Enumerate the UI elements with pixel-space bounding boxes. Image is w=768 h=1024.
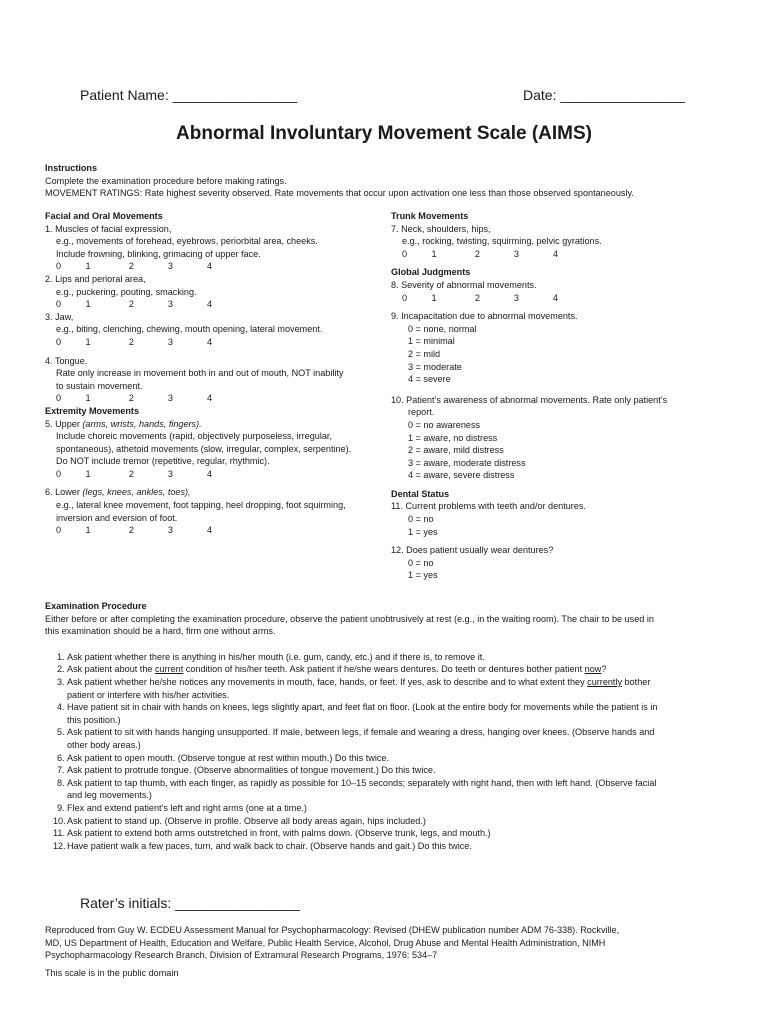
option-1[interactable]: 1 = minimal bbox=[408, 336, 455, 347]
step-text: Ask patient to open mouth. (Observe tongue at rest within mouth.) Do this twice. bbox=[67, 752, 389, 763]
item-text: spontaneous), athetoid movements (slow, irregular, complex, serpentine). bbox=[56, 443, 352, 454]
rating-1[interactable]: 1 bbox=[85, 336, 91, 347]
facial-oral-heading: Facial and Oral Movements bbox=[45, 211, 163, 221]
step-underline: currently bbox=[587, 676, 623, 687]
rating-4[interactable]: 4 bbox=[206, 261, 213, 272]
rating-2[interactable]: 2 bbox=[474, 248, 480, 259]
rating-3[interactable]: 3 bbox=[513, 292, 519, 303]
date-field: Date: ________________ bbox=[523, 87, 685, 103]
rating-3[interactable]: 3 bbox=[167, 261, 173, 272]
option-2[interactable]: 2 = aware, mild distress bbox=[408, 445, 504, 456]
item-6 bbox=[45, 486, 385, 536]
rating-1[interactable]: 1 bbox=[85, 261, 91, 272]
dental-status-heading: Dental Status bbox=[391, 488, 450, 499]
rating-scale bbox=[45, 298, 246, 311]
item-9 bbox=[391, 310, 731, 386]
item-emphasis: (arms, wrists, hands, fingers). bbox=[82, 418, 202, 429]
step-text: Ask patient whether there is anything in his/her mouth (i.e. gum, candy, etc.) and if there is, to remove it. bbox=[67, 651, 485, 662]
rating-4[interactable]: 4 bbox=[552, 248, 559, 259]
exam-step-4: 4. Have patient sit in chair with hands on knees, legs slightly apart, and feet flat on floor. (Look at the entire body for movements while the patient is in this position.) bbox=[57, 702, 658, 725]
rating-scale bbox=[45, 260, 246, 273]
option-4[interactable]: 4 = aware, severe distress bbox=[408, 470, 515, 481]
item-lead: 5. Upper bbox=[45, 418, 83, 429]
item-text: 11. Current problems with teeth and/or dentures. bbox=[391, 501, 586, 512]
item-1 bbox=[45, 223, 385, 273]
rating-2[interactable]: 2 bbox=[128, 525, 134, 536]
item-5 bbox=[45, 418, 385, 481]
step-text: Ask patient to extend both arms outstretched in front, with palms down. (Observe trunk, legs, and mouth.) bbox=[67, 828, 491, 839]
rating-0[interactable]: 0 bbox=[402, 248, 408, 259]
rating-3[interactable]: 3 bbox=[513, 248, 519, 259]
option-0[interactable]: 0 = none, normal bbox=[408, 323, 477, 334]
exam-intro-line: this examination should be a hard, firm one without arms. bbox=[45, 626, 276, 637]
rating-0[interactable]: 0 bbox=[56, 299, 62, 310]
step-text: Ask patient to protrude tongue. (Observe abnormalities of tongue movement.) Do this twice. bbox=[67, 765, 436, 776]
exam-step-2: 2. Ask patient about the current condition of his/her teeth. Ask patient if he/she wears dentures. Do teeth or dentures bother patient now? bbox=[57, 664, 607, 675]
rating-0[interactable]: 0 bbox=[56, 261, 62, 272]
item-12 bbox=[391, 544, 731, 582]
step-text: Ask patient to sit with hands hanging unsupported. If male, between legs, if female and wearing a dress, hanging over knees. (Observe hands and bbox=[67, 727, 655, 738]
item-4 bbox=[45, 355, 385, 405]
item-text: 12. Does patient usually wear dentures? bbox=[391, 545, 554, 556]
rating-2[interactable]: 2 bbox=[474, 292, 480, 303]
item-text: e.g., biting, clenching, chewing, mouth opening, lateral movement. bbox=[56, 324, 323, 335]
left-column bbox=[45, 210, 385, 537]
item-2 bbox=[45, 273, 385, 311]
option-no[interactable]: 0 = no bbox=[408, 557, 434, 568]
item-text: e.g., rocking, twisting, squirming, pelvic gyrations. bbox=[402, 236, 602, 247]
option-1[interactable]: 1 = aware, no distress bbox=[408, 432, 498, 443]
rating-0[interactable]: 0 bbox=[56, 525, 62, 536]
right-column bbox=[391, 210, 731, 582]
option-yes[interactable]: 1 = yes bbox=[408, 570, 438, 581]
exam-step-6: 6. Ask patient to open mouth. (Observe tongue at rest within mouth.) Do this twice. bbox=[57, 752, 389, 763]
step-text: and leg movements.) bbox=[67, 790, 152, 801]
rating-scale bbox=[45, 524, 246, 537]
rating-2[interactable]: 2 bbox=[128, 393, 134, 404]
item-text: 4. Tongue. bbox=[45, 355, 88, 366]
rating-scale bbox=[45, 468, 246, 481]
extremity-heading: Extremity Movements bbox=[45, 405, 140, 416]
page-title: Abnormal Involuntary Movement Scale (AIMS) bbox=[176, 123, 592, 144]
public-domain-note: This scale is in the public domain bbox=[45, 968, 179, 978]
rating-2[interactable]: 2 bbox=[128, 261, 134, 272]
option-0[interactable]: 0 = no awareness bbox=[408, 419, 481, 430]
rating-4[interactable]: 4 bbox=[206, 299, 213, 310]
instructions-heading: Instructions bbox=[45, 163, 98, 173]
item-lead: 6. Lower bbox=[45, 487, 83, 498]
item-text: Include frowning, blinking, grimacing of upper face. bbox=[56, 248, 261, 259]
item-text: e.g., puckering, pouting, smacking. bbox=[56, 286, 197, 297]
rating-1[interactable]: 1 bbox=[85, 468, 91, 479]
item-text: 7. Neck, shoulders, hips, bbox=[391, 223, 491, 234]
item-text: e.g., lateral knee movement, foot tapping, heel dropping, foot squirming, bbox=[56, 500, 346, 511]
exam-step-12: 12. Have patient walk a few paces, turn, and walk back to chair. (Observe hands and gait.) Do this twice. bbox=[53, 840, 472, 851]
raters-initials-field: Rater’s initials: ________________ bbox=[80, 895, 300, 911]
exam-step-3: 3. Ask patient whether he/she notices any movements in mouth, face, hands, or feet. If yes, ask to describe and to what extent they currently bother patient or interfere with his/her activities. bbox=[57, 676, 651, 700]
item-11 bbox=[391, 500, 731, 538]
item-3 bbox=[45, 311, 385, 349]
exam-step-7: 7. Ask patient to protrude tongue. (Observe abnormalities of tongue movement.) Do this twice. bbox=[57, 765, 436, 776]
item-emphasis: (legs, knees, ankles, toes), bbox=[82, 487, 191, 498]
item-text: Do NOT include tremor (repetitive, regular, rhythmic). bbox=[56, 456, 270, 467]
examination-procedure bbox=[45, 600, 725, 852]
citation bbox=[45, 924, 725, 962]
step-text: condition of his/her teeth. Ask patient if he/she wears dentures. Do teeth or dentures bother patient bbox=[183, 664, 585, 675]
trunk-heading: Trunk Movements bbox=[391, 211, 469, 221]
exam-step-11: 11. Ask patient to extend both arms outstretched in front, with palms down. (Observe trunk, legs, and mouth.) bbox=[53, 828, 491, 839]
step-text: other body areas.) bbox=[67, 739, 141, 750]
step-text: Flex and extend patient’s left and right arms (one at a time.) bbox=[67, 802, 307, 813]
rating-4[interactable]: 4 bbox=[206, 468, 213, 479]
option-3[interactable]: 3 = aware, moderate distress bbox=[408, 457, 526, 468]
item-text: report. bbox=[408, 407, 435, 418]
instructions-section bbox=[45, 162, 745, 200]
rating-scale bbox=[45, 392, 246, 405]
exam-step-8: 8. Ask patient to tap thumb, with each finger, as rapidly as possible for 10–15 seconds; separately with right hand, then with left hand. (Observe facial and leg movements.) bbox=[57, 777, 657, 801]
item-10 bbox=[391, 394, 731, 482]
item-text: 10. Patient’s awareness of abnormal movements. Rate only patient’s bbox=[391, 394, 668, 405]
global-judgments-heading: Global Judgments bbox=[391, 267, 471, 278]
patient-name-field: Patient Name: ________________ bbox=[80, 87, 298, 103]
rating-4[interactable]: 4 bbox=[206, 525, 213, 536]
rating-3[interactable]: 3 bbox=[167, 299, 173, 310]
rating-0[interactable]: 0 bbox=[56, 468, 62, 479]
rating-3[interactable]: 3 bbox=[167, 525, 173, 536]
rating-2[interactable]: 2 bbox=[128, 336, 134, 347]
step-underline: now bbox=[584, 664, 602, 675]
step-text: patient or interfere with his/her activities. bbox=[67, 689, 230, 700]
exam-step-10: 10. Ask patient to stand up. (Observe in profile. Observe all body areas again, hips included.) bbox=[53, 815, 426, 826]
exam-intro-line: Either before or after completing the examination procedure, observe the patient unobtrusively at rest (e.g., in the waiting room). The chair to be used in bbox=[45, 613, 654, 624]
exam-step-5: 5. Ask patient to sit with hands hanging unsupported. If male, between legs, if female and wearing a dress, hanging over knees. (Observe hands and other body areas.) bbox=[57, 727, 655, 750]
rating-2[interactable]: 2 bbox=[128, 468, 134, 479]
item-text: inversion and eversion of foot. bbox=[56, 512, 178, 523]
item-text: 8. Severity of abnormal movements. bbox=[391, 279, 537, 290]
exam-heading: Examination Procedure bbox=[45, 601, 147, 611]
option-2[interactable]: 2 = mild bbox=[408, 348, 441, 359]
rating-3[interactable]: 3 bbox=[167, 468, 173, 479]
item-text: 3. Jaw, bbox=[45, 311, 74, 322]
rating-3[interactable]: 3 bbox=[167, 393, 173, 404]
item-text: 2. Lips and perioral area, bbox=[45, 273, 146, 284]
item-text bbox=[45, 418, 385, 431]
exam-step-9: 9. Flex and extend patient’s left and right arms (one at a time.) bbox=[57, 802, 307, 813]
item-text: 1. Muscles of facial expression, bbox=[45, 223, 172, 234]
step-text: Ask patient whether he/she notices any movements in mouth, face, hands, or feet. If yes, ask to describe and to what extent they bbox=[67, 676, 588, 687]
step-underline: current bbox=[154, 664, 184, 675]
item-text: 9. Incapacitation due to abnormal movements. bbox=[391, 311, 578, 322]
citation-line: Reproduced from Guy W. ECDEU Assessment Manual for Psychopharmacology: Revised (DHEW publication number ADM 76-338). Rockville, bbox=[45, 925, 620, 935]
rating-1[interactable]: 1 bbox=[85, 525, 91, 536]
citation-line: Psychopharmacology Research Branch, Division of Extramural Research Programs, 1976: 534–7 bbox=[45, 950, 438, 961]
item-text: Include choreic movements (rapid, objectively purposeless, irregular, bbox=[56, 431, 332, 442]
item-text: Rate only increase in movement both in and out of mouth, NOT inability bbox=[56, 368, 344, 379]
step-text: Ask patient to stand up. (Observe in profile. Observe all body areas again, hips included.) bbox=[67, 815, 426, 826]
step-text: Have patient walk a few paces, turn, and walk back to chair. (Observe hands and gait.) Do this twice. bbox=[67, 840, 472, 851]
rating-1[interactable]: 1 bbox=[85, 393, 91, 404]
option-yes[interactable]: 1 = yes bbox=[408, 526, 438, 537]
rating-3[interactable]: 3 bbox=[167, 336, 173, 347]
rating-1[interactable]: 1 bbox=[431, 248, 437, 259]
option-4[interactable]: 4 = severe bbox=[408, 374, 451, 385]
instructions-line: Complete the examination procedure before making ratings. bbox=[45, 175, 287, 186]
step-text: Ask patient to tap thumb, with each finger, as rapidly as possible for 10–15 seconds; separately with right hand, then with left hand. (Observe facial bbox=[67, 777, 657, 788]
rating-scale bbox=[391, 292, 592, 305]
rating-0[interactable]: 0 bbox=[56, 336, 62, 347]
rating-4[interactable]: 4 bbox=[206, 393, 213, 404]
item-7 bbox=[391, 223, 731, 261]
rating-4[interactable]: 4 bbox=[206, 336, 213, 347]
exam-steps bbox=[45, 651, 725, 853]
step-text: this position.) bbox=[67, 714, 121, 725]
step-text: Ask patient about the bbox=[67, 664, 155, 675]
step-text: bother bbox=[622, 676, 651, 687]
rating-4[interactable]: 4 bbox=[552, 292, 559, 303]
rating-1[interactable]: 1 bbox=[85, 299, 91, 310]
item-text: e.g., movements of forehead, eyebrows, periorbital area, cheeks. bbox=[56, 236, 318, 247]
item-text bbox=[45, 486, 385, 499]
item-text: to sustain movement. bbox=[56, 380, 143, 391]
rating-scale bbox=[391, 248, 592, 261]
rating-0[interactable]: 0 bbox=[56, 393, 62, 404]
option-3[interactable]: 3 = moderate bbox=[408, 361, 462, 372]
citation-line: MD, US Department of Health, Education and Welfare, Public Health Service, Alcohol, Drug Abuse and Mental Health Administration, NIMH bbox=[45, 937, 606, 948]
rating-0[interactable]: 0 bbox=[402, 292, 408, 303]
rating-2[interactable]: 2 bbox=[128, 299, 134, 310]
rating-1[interactable]: 1 bbox=[431, 292, 437, 303]
step-text: Have patient sit in chair with hands on knees, legs slightly apart, and feet flat on floor. (Look at the entire body for movements while the patient is in bbox=[67, 702, 658, 713]
rating-scale bbox=[45, 336, 246, 349]
option-no[interactable]: 0 = no bbox=[408, 514, 434, 525]
exam-step-1: 1. Ask patient whether there is anything in his/her mouth (i.e. gum, candy, etc.) and if there is, to remove it. bbox=[57, 651, 485, 662]
item-8 bbox=[391, 279, 731, 304]
instructions-line: MOVEMENT RATINGS: Rate highest severity observed. Rate movements that occur upon activation one less than those observed spontaneously. bbox=[45, 188, 634, 199]
step-text: ? bbox=[601, 664, 607, 675]
